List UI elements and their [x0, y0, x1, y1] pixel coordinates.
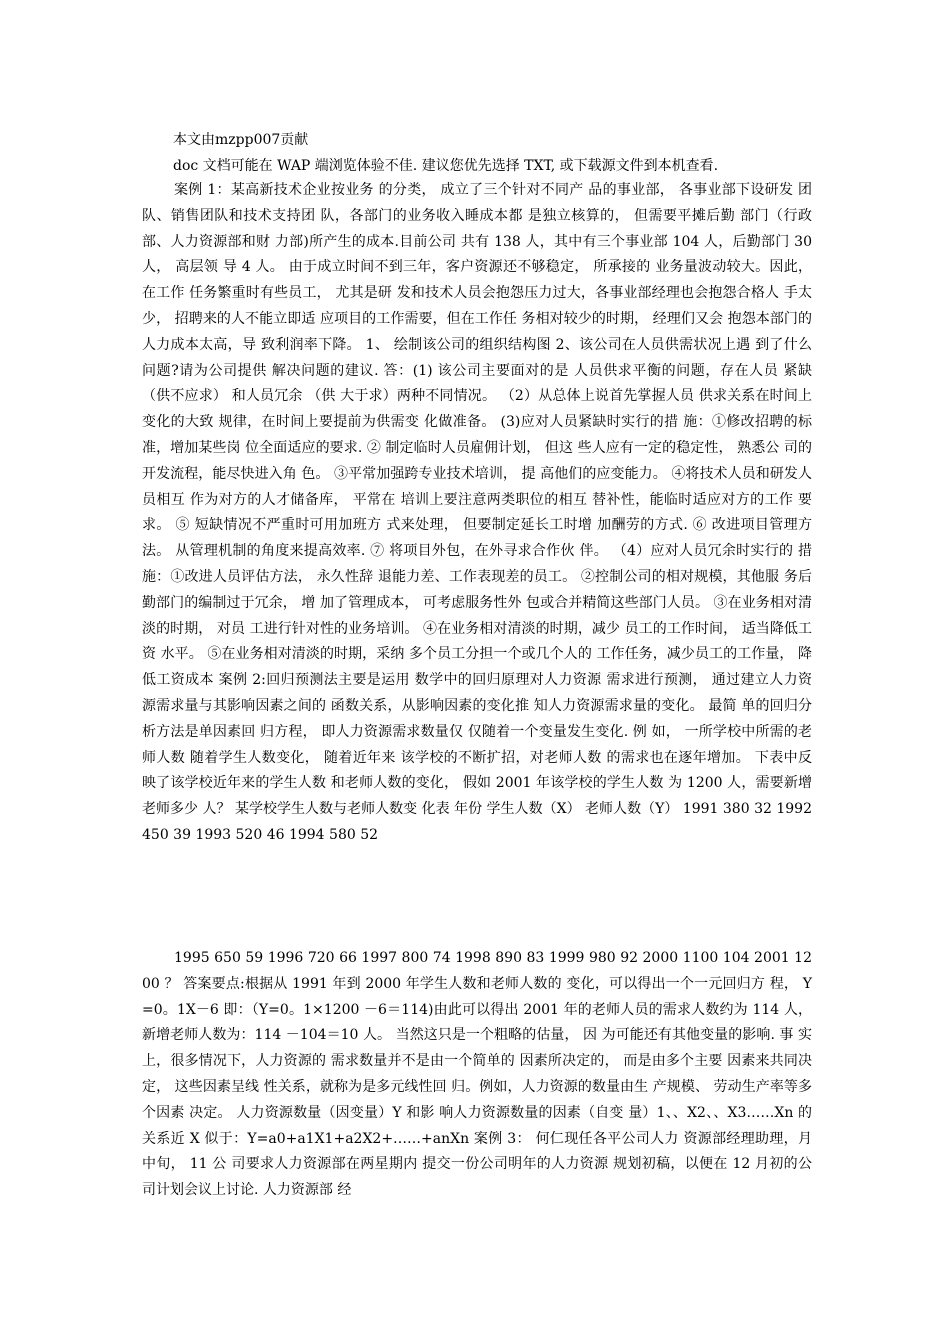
author-line: 本文由mzpp007贡献 — [173, 132, 309, 148]
body-paragraph-1: 案例 1：某高新技术企业按业务 的分类， 成立了三个针对不同产 品的事业部， 各事业部下设研发 团队、销售团队和技术支持团 队，各部门的业务收入睡成本都 是独立核算的， 但需要平摊后勤 部门（行政部、人力资源部和财 力部)所产生的成本.目前公司 共有 138 人，其中有三个事业部 104 人，后勤部门 30 人， 高层领 导 4 人。 由于成立时间不到三年，客户资源还不够稳定， 所承接的 业务量波动较大。因此，在工作 任务繁重时有些员工， 尤其是研 发和技术人员会抱怨压力过大，各事业部经理也会抱怨合格人 手太少， 招聘来的人不能立即适 应项目的工作需要，但在工作任 务相对较少的时期， 经理们又会 抱怨本部门的人力成本太高，导 致利润率下降。 1、 绘制该公司的组织结构图 2、该公司在人员供需状况上遇 到了什么问题?请为公司提供 解决问题的建议. 答：(1) 该公司主要面对的是 人员供求平衡的问题，存在人员 紧缺 （供不应求） 和人员冗余 （供 大于求）两种不同情况。 （2）从总体上说首先掌握人员 供求关系在时间上变化的大致 规律，在时间上要提前为供需变 化做准备。 (3)应对人员紧缺时实行的措 施：①修改招聘的标准，增加某些岗 位全面适应的要求. ② 制定临时人员雇佣计划， 但这 些人应有一定的稳定性， 熟悉公 司的开发流程，能尽快进入角 色。 ③平常加强跨专业技术培训， 提 高他们的应变能力。 ④将技术人员和研发人员相互 作为对方的人才储备库， 平常在 培训上要注意两类职位的相互 替补性，能临时适应对方的工作 要求。 ⑤ 短缺情况不严重时可用加班方 式来处理， 但要制定延长工时增 加酬劳的方式. ⑥ 改进项目管理方法。 从管理机制的角度来提高效率. ⑦ 将项目外包，在外寻求合作伙 伴。 （4）应对人员冗余时实行的 措 施：①改进人员评估方法， 永久性辞 退能力差、工作表现差的员工。 ②控制公司的相对规模，其他服 务后勤部门的编制过于冗余， 增 加了管理成本， 可考虑服务性外 包或合并精简这些部门人员。 ③在业务相对清淡的时期， 对员 工进行针对性的业务培训。 ④在业务相对清淡的时期，减少 员工的工作时间， 适当降低工资 水平。 ⑤在业务相对清淡的时期，采纳 多个员工分担一个或几个人的 工作任务，减少员工的工作量， 降低工资成本 案例 2:回归预测法主要是运用 数学中的回归原理对人力资源 需求进行预测， 通过建立人力资 源需求量与其影响因素之间的 函数关系，从影响因素的变化推 知人力资源需求量的变化。 最简 单的回归分析方法是单因素回 归方程， 即人力资源需求数量仅 仅随着一个变量发生变化. 例 如， 一所学校中所需的老师人数 随着学生人数变化， 随着近年来 该学校的不断扩招，对老师人数 的需求也在逐年增加。 下表中反 映了该学校近年来的学生人数 和老师人数的变化， 假如 2001 年该学校的学生人数 为 1200 人，需要新增老师多少 人？ 某学校学生人数与老师人数变 化表 年份 学生人数（X） 老师人数（Y） 1991 380 32 1992 450 39 1993 520 46 1994 580 52 — [142, 182, 812, 843]
wap-notice-line: doc 文档可能在 WAP 端浏览体验不佳. 建议您优先选择 TXT, 或下载源文件到本机查看. — [173, 158, 719, 174]
body-paragraph-2: 1995 650 59 1996 720 66 1997 800 74 1998 890 83 1999 980 92 2000 1100 104 2001 1200 ？ 答案要点:根据从 1991 年到 2000 年学生人数和老师人数的 变化，可以得出一个一元回归方 程， Y=0。1X－6 即：（Y=0。1×1200 －6＝114)由此可以得出 2001 年的老师人员的需求人数约为 114 人，新增老师人数为：114 －104＝10 人。 当然这只是一个粗略的估量， 因 为可能还有其他变量的影响. 事 实上，很多情况下，人力资源的 需求数量并不是由一个简单的 因素所决定的， 而是由多个主要 因素来共同决定， 这些因素呈线 性关系，就称为是多元线性回 归。例如，人力资源的数量由生 产规模、 劳动生产率等多个因素 决定。 人力资源数量（因变量）Y 和影 响人力资源数量的因素（自变 量）1、、X2、、X3……Xn 的关系近 X 似于：Y=a0+a1X1+a2X2+……+anXn 案例 3： 何仁现任各平公司人力 资源部经理助理，月中旬， 11 公 司要求人力资源部在两星期内 提交一份公司明年的人力资源 规划初稿，以便在 12 月初的公 司计划会议上讨论. 人力资源部 经 — [142, 950, 812, 1199]
